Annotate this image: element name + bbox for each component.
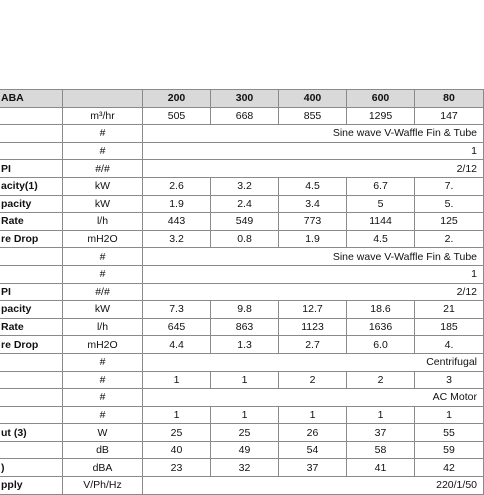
row-parameter-name xyxy=(0,265,63,283)
row-value-cell: 18.6 xyxy=(347,301,415,319)
row-value-cell: 4. xyxy=(415,336,484,354)
row-unit: # xyxy=(63,248,143,266)
row-unit: l/h xyxy=(63,213,143,231)
row-unit: kW xyxy=(63,301,143,319)
row-unit: kW xyxy=(63,177,143,195)
row-parameter-name xyxy=(0,371,63,389)
table-row xyxy=(0,459,484,477)
row-parameter-name: pacity xyxy=(0,301,63,319)
header-model-label: ABA xyxy=(0,90,63,108)
table-row xyxy=(0,283,484,301)
row-value-cell: 3 xyxy=(415,371,484,389)
row-shared-value: Centrifugal xyxy=(143,353,484,371)
table-row xyxy=(0,406,484,424)
row-value-cell: 6.0 xyxy=(347,336,415,354)
row-unit: # xyxy=(63,371,143,389)
row-unit: V/Ph/Hz xyxy=(63,477,143,495)
row-parameter-name: acity(1) xyxy=(0,177,63,195)
row-value-cell: 42 xyxy=(415,459,484,477)
row-value-cell: 40 xyxy=(143,441,211,459)
specification-table xyxy=(0,89,484,495)
row-shared-value: 2/12 xyxy=(143,283,484,301)
row-value-cell: 37 xyxy=(279,459,347,477)
row-value-cell: 4.4 xyxy=(143,336,211,354)
row-parameter-name xyxy=(0,142,63,160)
header-model-600: 600 xyxy=(347,90,415,108)
table-row xyxy=(0,213,484,231)
table-row xyxy=(0,353,484,371)
row-value-cell: 37 xyxy=(347,424,415,442)
row-value-cell: 2 xyxy=(347,371,415,389)
row-unit: dB xyxy=(63,441,143,459)
row-value-cell: 4.5 xyxy=(279,177,347,195)
row-parameter-name: Rate xyxy=(0,318,63,336)
row-unit: dBA xyxy=(63,459,143,477)
row-value-cell: 26 xyxy=(279,424,347,442)
row-value-cell: 0.8 xyxy=(211,230,279,248)
row-parameter-name: ) xyxy=(0,459,63,477)
row-value-cell: 5. xyxy=(415,195,484,213)
row-value-cell: 1 xyxy=(415,406,484,424)
row-value-cell: 54 xyxy=(279,441,347,459)
row-unit: # xyxy=(63,125,143,143)
row-value-cell: 1 xyxy=(143,406,211,424)
row-parameter-name: re Drop xyxy=(0,230,63,248)
row-parameter-name: pacity xyxy=(0,195,63,213)
table-row xyxy=(0,424,484,442)
header-unit-cell xyxy=(63,90,143,108)
row-value-cell: 1636 xyxy=(347,318,415,336)
row-parameter-name: re Drop xyxy=(0,336,63,354)
row-value-cell: 7. xyxy=(415,177,484,195)
table-row xyxy=(0,301,484,319)
row-value-cell: 2.4 xyxy=(211,195,279,213)
row-value-cell: 549 xyxy=(211,213,279,231)
row-parameter-name xyxy=(0,389,63,407)
table-row xyxy=(0,265,484,283)
row-shared-value: 1 xyxy=(143,265,484,283)
row-value-cell: 668 xyxy=(211,107,279,125)
row-unit: # xyxy=(63,353,143,371)
row-shared-value: AC Motor xyxy=(143,389,484,407)
row-unit: kW xyxy=(63,195,143,213)
row-unit: # xyxy=(63,406,143,424)
row-unit: #/# xyxy=(63,283,143,301)
row-value-cell: 185 xyxy=(415,318,484,336)
row-unit: #/# xyxy=(63,160,143,178)
table-row xyxy=(0,477,484,495)
table-row xyxy=(0,160,484,178)
row-value-cell: 505 xyxy=(143,107,211,125)
header-model-400: 400 xyxy=(279,90,347,108)
table-body xyxy=(0,90,484,495)
row-shared-value: 1 xyxy=(143,142,484,160)
table-row xyxy=(0,441,484,459)
row-value-cell: 1 xyxy=(211,406,279,424)
table-row xyxy=(0,389,484,407)
row-value-cell: 3.2 xyxy=(143,230,211,248)
row-value-cell: 21 xyxy=(415,301,484,319)
row-value-cell: 1295 xyxy=(347,107,415,125)
row-unit: m³/hr xyxy=(63,107,143,125)
row-value-cell: 59 xyxy=(415,441,484,459)
row-unit: mH2O xyxy=(63,336,143,354)
row-value-cell: 1 xyxy=(279,406,347,424)
row-shared-value: Sine wave V-Waffle Fin & Tube xyxy=(143,248,484,266)
row-value-cell: 32 xyxy=(211,459,279,477)
row-value-cell: 773 xyxy=(279,213,347,231)
row-value-cell: 1.9 xyxy=(143,195,211,213)
row-value-cell: 863 xyxy=(211,318,279,336)
row-parameter-name xyxy=(0,125,63,143)
header-model-200: 200 xyxy=(143,90,211,108)
row-unit: # xyxy=(63,265,143,283)
table-row xyxy=(0,230,484,248)
table-row xyxy=(0,142,484,160)
row-parameter-name xyxy=(0,107,63,125)
row-value-cell: 2 xyxy=(279,371,347,389)
table-row xyxy=(0,195,484,213)
row-value-cell: 147 xyxy=(415,107,484,125)
row-parameter-name: ut (3) xyxy=(0,424,63,442)
row-value-cell: 4.5 xyxy=(347,230,415,248)
row-unit: W xyxy=(63,424,143,442)
row-value-cell: 2. xyxy=(415,230,484,248)
row-value-cell: 443 xyxy=(143,213,211,231)
row-shared-value: 220/1/50 xyxy=(143,477,484,495)
row-value-cell: 855 xyxy=(279,107,347,125)
row-parameter-name xyxy=(0,441,63,459)
row-parameter-name xyxy=(0,248,63,266)
row-value-cell: 645 xyxy=(143,318,211,336)
row-value-cell: 2.6 xyxy=(143,177,211,195)
table-row xyxy=(0,371,484,389)
row-value-cell: 41 xyxy=(347,459,415,477)
row-value-cell: 7.3 xyxy=(143,301,211,319)
table-row xyxy=(0,318,484,336)
row-parameter-name xyxy=(0,406,63,424)
row-value-cell: 1144 xyxy=(347,213,415,231)
row-value-cell: 25 xyxy=(143,424,211,442)
row-value-cell: 1.3 xyxy=(211,336,279,354)
row-parameter-name: pply xyxy=(0,477,63,495)
table-row xyxy=(0,336,484,354)
row-parameter-name: PI xyxy=(0,283,63,301)
table-header-row xyxy=(0,90,484,108)
row-unit: mH2O xyxy=(63,230,143,248)
row-shared-value: Sine wave V-Waffle Fin & Tube xyxy=(143,125,484,143)
row-unit: # xyxy=(63,142,143,160)
row-parameter-name xyxy=(0,353,63,371)
row-value-cell: 12.7 xyxy=(279,301,347,319)
table-row xyxy=(0,248,484,266)
row-parameter-name: PI xyxy=(0,160,63,178)
row-value-cell: 3.2 xyxy=(211,177,279,195)
row-value-cell: 1 xyxy=(143,371,211,389)
table-row xyxy=(0,125,484,143)
row-unit: # xyxy=(63,389,143,407)
row-value-cell: 3.4 xyxy=(279,195,347,213)
row-parameter-name: Rate xyxy=(0,213,63,231)
row-shared-value: 2/12 xyxy=(143,160,484,178)
row-value-cell: 49 xyxy=(211,441,279,459)
table-row xyxy=(0,177,484,195)
row-value-cell: 58 xyxy=(347,441,415,459)
row-value-cell: 125 xyxy=(415,213,484,231)
row-value-cell: 55 xyxy=(415,424,484,442)
row-value-cell: 1 xyxy=(211,371,279,389)
header-model-800: 80 xyxy=(415,90,484,108)
row-value-cell: 6.7 xyxy=(347,177,415,195)
header-model-300: 300 xyxy=(211,90,279,108)
row-unit: l/h xyxy=(63,318,143,336)
row-value-cell: 1.9 xyxy=(279,230,347,248)
row-value-cell: 2.7 xyxy=(279,336,347,354)
row-value-cell: 5 xyxy=(347,195,415,213)
row-value-cell: 23 xyxy=(143,459,211,477)
row-value-cell: 9.8 xyxy=(211,301,279,319)
row-value-cell: 1 xyxy=(347,406,415,424)
table-row xyxy=(0,107,484,125)
row-value-cell: 25 xyxy=(211,424,279,442)
row-value-cell: 1123 xyxy=(279,318,347,336)
